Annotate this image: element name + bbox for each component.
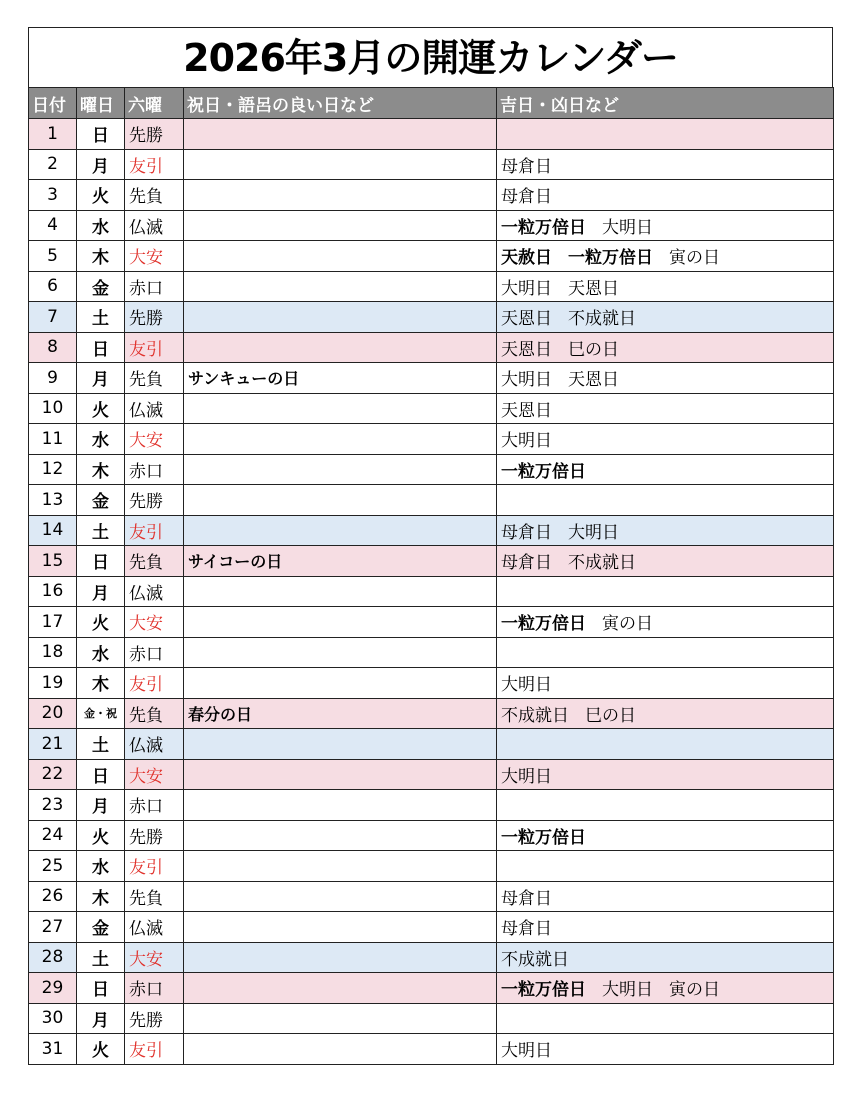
weekday-cell: 日 [77, 759, 125, 790]
date-cell: 7 [29, 302, 77, 333]
date-cell: 28 [29, 942, 77, 973]
date-cell: 6 [29, 271, 77, 302]
weekday-cell: 月 [77, 149, 125, 180]
luck-day-label: 一粒万倍日 [501, 614, 586, 635]
luck-cell [497, 851, 834, 882]
luck-cell [497, 637, 834, 668]
date-cell: 21 [29, 729, 77, 760]
luck-day-label: 大明日 [602, 980, 653, 1001]
rokuyo-cell: 仏滅 [125, 393, 184, 424]
luck-cell [497, 241, 834, 272]
luck-day-label: 大明日 [501, 766, 552, 787]
luck-day-label: 不成就日 [501, 705, 569, 726]
date-cell: 20 [29, 698, 77, 729]
luck-day-label: 母倉日 [501, 553, 552, 574]
table-row [29, 698, 834, 729]
weekday-cell: 月 [77, 790, 125, 821]
table-row [29, 576, 834, 607]
calendar [28, 27, 833, 1065]
luck-cell [497, 454, 834, 485]
luck-day-label: 天恩日 [501, 309, 552, 330]
luck-cell [497, 180, 834, 211]
luck-day-label: 大明日 [501, 675, 552, 696]
weekday-cell: 金 [77, 271, 125, 302]
weekday-cell: 月 [77, 363, 125, 394]
table-row [29, 546, 834, 577]
rokuyo-cell: 赤口 [125, 454, 184, 485]
luck-day-label: 大明日 [501, 431, 552, 452]
table-row [29, 942, 834, 973]
table-row [29, 241, 834, 272]
date-cell: 30 [29, 1003, 77, 1034]
weekday-cell: 水 [77, 210, 125, 241]
luck-day-label: 天赦日 [501, 248, 552, 269]
event-cell [184, 485, 497, 516]
rokuyo-cell: 大安 [125, 241, 184, 272]
weekday-cell: 木 [77, 668, 125, 699]
date-cell: 15 [29, 546, 77, 577]
luck-cell [497, 271, 834, 302]
rokuyo-cell: 大安 [125, 607, 184, 638]
event-cell [184, 454, 497, 485]
luck-cell [497, 485, 834, 516]
table-row [29, 1034, 834, 1065]
event-cell: サンキューの日 [184, 363, 497, 394]
table-row [29, 637, 834, 668]
luck-day-label: 一粒万倍日 [501, 217, 586, 238]
table-row [29, 485, 834, 516]
luck-cell [497, 820, 834, 851]
weekday-cell: 火 [77, 820, 125, 851]
luck-cell [497, 210, 834, 241]
date-cell: 18 [29, 637, 77, 668]
rokuyo-cell: 大安 [125, 942, 184, 973]
date-cell: 5 [29, 241, 77, 272]
weekday-cell: 土 [77, 515, 125, 546]
weekday-cell: 金 [77, 485, 125, 516]
rokuyo-cell: 友引 [125, 1034, 184, 1065]
weekday-cell: 金 [77, 912, 125, 943]
rokuyo-cell: 友引 [125, 149, 184, 180]
rokuyo-cell: 友引 [125, 668, 184, 699]
rokuyo-cell: 赤口 [125, 637, 184, 668]
rokuyo-cell: 先負 [125, 546, 184, 577]
rokuyo-cell: 友引 [125, 515, 184, 546]
luck-day-label: 母倉日 [501, 187, 552, 208]
date-cell: 3 [29, 180, 77, 211]
event-cell [184, 241, 497, 272]
table-row [29, 210, 834, 241]
rokuyo-cell: 先勝 [125, 485, 184, 516]
event-cell [184, 515, 497, 546]
luck-day-label: 大明日 [568, 522, 619, 543]
header-row [29, 88, 834, 119]
luck-cell [497, 881, 834, 912]
weekday-cell: 水 [77, 424, 125, 455]
event-cell [184, 576, 497, 607]
date-cell: 13 [29, 485, 77, 516]
luck-day-label: 一粒万倍日 [501, 461, 586, 482]
event-cell [184, 271, 497, 302]
page-title: 2026年3月の開運カレンダー [28, 27, 833, 87]
table-row [29, 363, 834, 394]
luck-cell [497, 149, 834, 180]
table-row [29, 119, 834, 150]
event-cell [184, 119, 497, 150]
luck-day-label: 不成就日 [501, 949, 569, 970]
date-cell: 9 [29, 363, 77, 394]
weekday-cell: 火 [77, 393, 125, 424]
event-cell [184, 332, 497, 363]
table-row [29, 271, 834, 302]
luck-cell [497, 973, 834, 1004]
luck-cell [497, 119, 834, 150]
luck-cell [497, 1003, 834, 1034]
event-cell [184, 668, 497, 699]
table-row [29, 851, 834, 882]
luck-day-label: 不成就日 [568, 309, 636, 330]
header-date: 日付 [29, 88, 77, 119]
rokuyo-cell: 友引 [125, 851, 184, 882]
date-cell: 14 [29, 515, 77, 546]
header-weekday: 曜日 [77, 88, 125, 119]
date-cell: 29 [29, 973, 77, 1004]
table-row [29, 332, 834, 363]
table-row [29, 1003, 834, 1034]
date-cell: 23 [29, 790, 77, 821]
rokuyo-cell: 仏滅 [125, 729, 184, 760]
rokuyo-cell: 先勝 [125, 820, 184, 851]
header-rokuyo: 六曜 [125, 88, 184, 119]
date-cell: 24 [29, 820, 77, 851]
table-row [29, 790, 834, 821]
event-cell [184, 637, 497, 668]
weekday-cell: 木 [77, 454, 125, 485]
luck-cell [497, 546, 834, 577]
rokuyo-cell: 赤口 [125, 973, 184, 1004]
luck-day-label: 天恩日 [568, 370, 619, 391]
weekday-cell: 日 [77, 119, 125, 150]
luck-day-label: 一粒万倍日 [501, 827, 586, 848]
date-cell: 11 [29, 424, 77, 455]
date-cell: 8 [29, 332, 77, 363]
date-cell: 31 [29, 1034, 77, 1065]
date-cell: 16 [29, 576, 77, 607]
date-cell: 17 [29, 607, 77, 638]
luck-cell [497, 607, 834, 638]
luck-day-label: 巳の日 [568, 339, 619, 360]
rokuyo-cell: 先負 [125, 881, 184, 912]
date-cell: 26 [29, 881, 77, 912]
event-cell [184, 393, 497, 424]
weekday-cell: 日 [77, 546, 125, 577]
luck-cell [497, 302, 834, 333]
luck-cell [497, 515, 834, 546]
event-cell [184, 851, 497, 882]
table-row [29, 973, 834, 1004]
table-row [29, 881, 834, 912]
event-cell [184, 729, 497, 760]
date-cell: 25 [29, 851, 77, 882]
weekday-cell: 水 [77, 637, 125, 668]
luck-day-label: 大明日 [501, 278, 552, 299]
event-cell [184, 1034, 497, 1065]
event-cell [184, 790, 497, 821]
table-row [29, 607, 834, 638]
date-cell: 4 [29, 210, 77, 241]
luck-cell [497, 332, 834, 363]
event-cell: サイコーの日 [184, 546, 497, 577]
rokuyo-cell: 先負 [125, 363, 184, 394]
weekday-cell: 木 [77, 881, 125, 912]
event-cell [184, 1003, 497, 1034]
event-cell [184, 942, 497, 973]
table-row [29, 149, 834, 180]
luck-day-label: 不成就日 [568, 553, 636, 574]
rokuyo-cell: 大安 [125, 424, 184, 455]
calendar-table [28, 87, 834, 1065]
luck-day-label: 天恩日 [568, 278, 619, 299]
date-cell: 1 [29, 119, 77, 150]
event-cell [184, 973, 497, 1004]
luck-day-label: 天恩日 [501, 339, 552, 360]
event-cell [184, 820, 497, 851]
luck-cell [497, 698, 834, 729]
rokuyo-cell: 仏滅 [125, 576, 184, 607]
event-cell: 春分の日 [184, 698, 497, 729]
luck-cell [497, 790, 834, 821]
table-row [29, 912, 834, 943]
rokuyo-cell: 仏滅 [125, 912, 184, 943]
luck-day-label: 寅の日 [602, 614, 653, 635]
event-cell [184, 607, 497, 638]
weekday-cell: 火 [77, 180, 125, 211]
weekday-cell: 火 [77, 1034, 125, 1065]
luck-cell [497, 576, 834, 607]
luck-cell [497, 1034, 834, 1065]
event-cell [184, 881, 497, 912]
date-cell: 27 [29, 912, 77, 943]
date-cell: 19 [29, 668, 77, 699]
luck-day-label: 母倉日 [501, 888, 552, 909]
table-row [29, 729, 834, 760]
rokuyo-cell: 先勝 [125, 119, 184, 150]
table-row [29, 393, 834, 424]
weekday-cell: 土 [77, 942, 125, 973]
weekday-cell: 水 [77, 851, 125, 882]
table-row [29, 180, 834, 211]
event-cell [184, 759, 497, 790]
weekday-cell: 日 [77, 332, 125, 363]
table-row [29, 424, 834, 455]
luck-day-label: 一粒万倍日 [501, 980, 586, 1001]
date-cell: 22 [29, 759, 77, 790]
rokuyo-cell: 先負 [125, 698, 184, 729]
table-row [29, 302, 834, 333]
rokuyo-cell: 仏滅 [125, 210, 184, 241]
header-events: 祝日・語呂の良い日など [184, 88, 497, 119]
luck-day-label: 母倉日 [501, 156, 552, 177]
date-cell: 12 [29, 454, 77, 485]
luck-day-label: 大明日 [501, 370, 552, 391]
luck-cell [497, 912, 834, 943]
event-cell [184, 424, 497, 455]
luck-day-label: 寅の日 [669, 980, 720, 1001]
rokuyo-cell: 友引 [125, 332, 184, 363]
weekday-cell: 月 [77, 576, 125, 607]
event-cell [184, 149, 497, 180]
rokuyo-cell: 赤口 [125, 790, 184, 821]
weekday-cell: 木 [77, 241, 125, 272]
weekday-cell: 金・祝 [77, 698, 125, 729]
table-row [29, 759, 834, 790]
event-cell [184, 210, 497, 241]
luck-day-label: 母倉日 [501, 919, 552, 940]
date-cell: 10 [29, 393, 77, 424]
table-row [29, 668, 834, 699]
rokuyo-cell: 大安 [125, 759, 184, 790]
luck-day-label: 天恩日 [501, 400, 552, 421]
luck-cell [497, 424, 834, 455]
weekday-cell: 火 [77, 607, 125, 638]
weekday-cell: 土 [77, 302, 125, 333]
luck-cell [497, 393, 834, 424]
luck-day-label: 一粒万倍日 [568, 248, 653, 269]
luck-day-label: 大明日 [602, 217, 653, 238]
luck-cell [497, 729, 834, 760]
rokuyo-cell: 赤口 [125, 271, 184, 302]
event-cell [184, 180, 497, 211]
luck-cell [497, 363, 834, 394]
rokuyo-cell: 先負 [125, 180, 184, 211]
luck-day-label: 寅の日 [669, 248, 720, 269]
luck-cell [497, 759, 834, 790]
luck-day-label: 巳の日 [585, 705, 636, 726]
weekday-cell: 日 [77, 973, 125, 1004]
header-luck: 吉日・凶日など [497, 88, 834, 119]
weekday-cell: 月 [77, 1003, 125, 1034]
event-cell [184, 912, 497, 943]
date-cell: 2 [29, 149, 77, 180]
table-row [29, 515, 834, 546]
weekday-cell: 土 [77, 729, 125, 760]
rokuyo-cell: 先勝 [125, 302, 184, 333]
table-row [29, 454, 834, 485]
luck-cell [497, 942, 834, 973]
luck-cell [497, 668, 834, 699]
luck-day-label: 母倉日 [501, 522, 552, 543]
table-row [29, 820, 834, 851]
rokuyo-cell: 先勝 [125, 1003, 184, 1034]
luck-day-label: 大明日 [501, 1041, 552, 1062]
event-cell [184, 302, 497, 333]
